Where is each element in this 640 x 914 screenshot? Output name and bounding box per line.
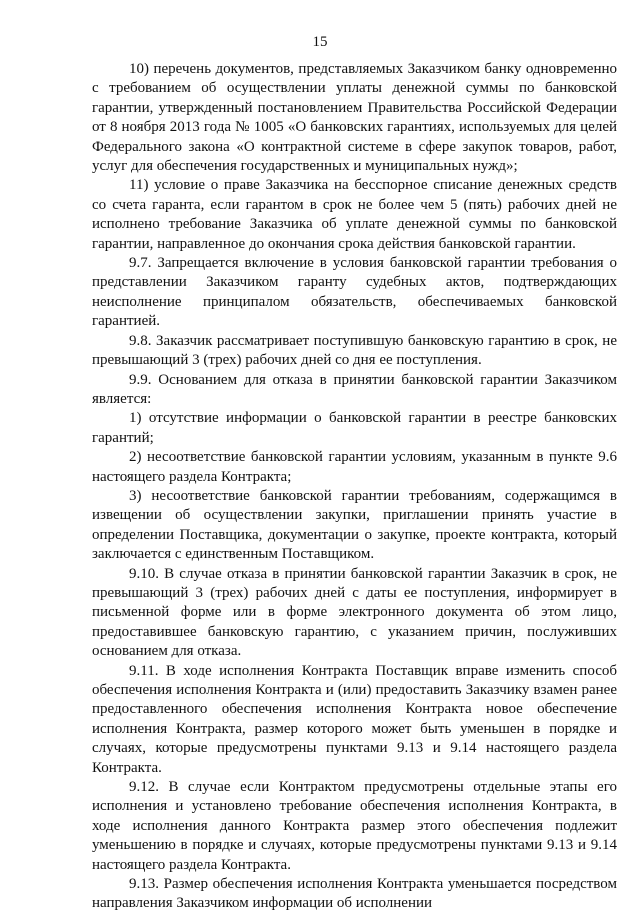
paragraph-9-8: 9.8. Заказчик рассматривает поступившую банковскую гарантию в срок, не превышающий 3 (трех) рабочих дней со дня ее поступления.	[92, 332, 617, 369]
paragraph-item-11: 11) условие о праве Заказчика на бесспорное списание денежных средств со счета гаранта, если гарантом в срок не более чем 5 (пять) рабочих дней не исполнено требование Заказчика об уплате денежной суммы по банковской гарантии, направленное до окончания срока действия банковской гарантии.	[92, 177, 617, 252]
paragraph-9-12: 9.12. В случае если Контрактом предусмотрены отдельные этапы его исполнения и установлено требование обеспечения исполнения Контракта, в ходе исполнения данного Контракта размер этого обеспечения подлежит уменьшению в порядке и случаях, которые предусмотрены пунктами 9.13 и 9.14 настоящего раздела Контракта.	[92, 779, 617, 873]
paragraph-9-9-item-3: 3) несоответствие банковской гарантии требованиям, содержащимся в извещении об осуществлении закупки, приглашении принять участие в определении Поставщика, документации о закупке, проекте контракта, который заключается с единственным Поставщиком.	[92, 487, 617, 563]
document-body	[92, 60, 617, 914]
paragraph-9-9-item-1: 1) отсутствие информации о банковской гарантии в реестре банковских гарантий;	[92, 410, 617, 446]
paragraph-9-13: 9.13. Размер обеспечения исполнения Контракта уменьшается посредством направления Заказчиком информации об исполнении	[92, 876, 617, 912]
paragraph-9-9: 9.9. Основанием для отказа в принятии банковской гарантии Заказчиком является:	[92, 371, 617, 407]
paragraph-9-7: 9.7. Запрещается включение в условия банковской гарантии требования о представлении Заказчиком гаранту судебных актов, подтверждающих неисполнение принципалом обязательств, обеспечиваемых банковской гарантией.	[92, 255, 617, 330]
page-number: 15	[312, 34, 328, 50]
paragraph-9-9-item-2: 2) несоответствие банковской гарантии условиям, указанным в пункте 9.6 настоящего раздела Контракта;	[92, 449, 617, 485]
paragraph-item-10: 10) перечень документов, представляемых Заказчиком банку одновременно с требованием об осуществлении уплаты денежной суммы по банковской гарантии, утвержденный постановлением Правительства Российской Федерации от 8 ноября 2013 года № 1005 «О банковских гарантиях, используемых для целей Федерального закона «О контрактной системе в сфере закупок товаров, работ, услуг для обеспечения государственных и муниципальных нужд»;	[92, 61, 617, 175]
paragraph-9-11: 9.11. В ходе исполнения Контракта Поставщик вправе изменить способ обеспечения исполнения Контракта и (или) предоставить Заказчику взамен ранее предоставленного обеспечения исполнения Контракта новое обеспечение исполнения Контракта, размер которого может быть уменьшен в порядке и случаях, которые предусмотрены пунктами 9.13 и 9.14 настоящего раздела Контракта.	[92, 662, 617, 776]
paragraph-9-10: 9.10. В случае отказа в принятии банковской гарантии Заказчик в срок, не превышающий 3 (трех) рабочих дней с даты ее поступления, информирует в письменной форме или в форме электронного документа об этом лицо, предоставившее банковскую гарантию, с указанием причин, послуживших основанием для отказа.	[92, 565, 617, 660]
